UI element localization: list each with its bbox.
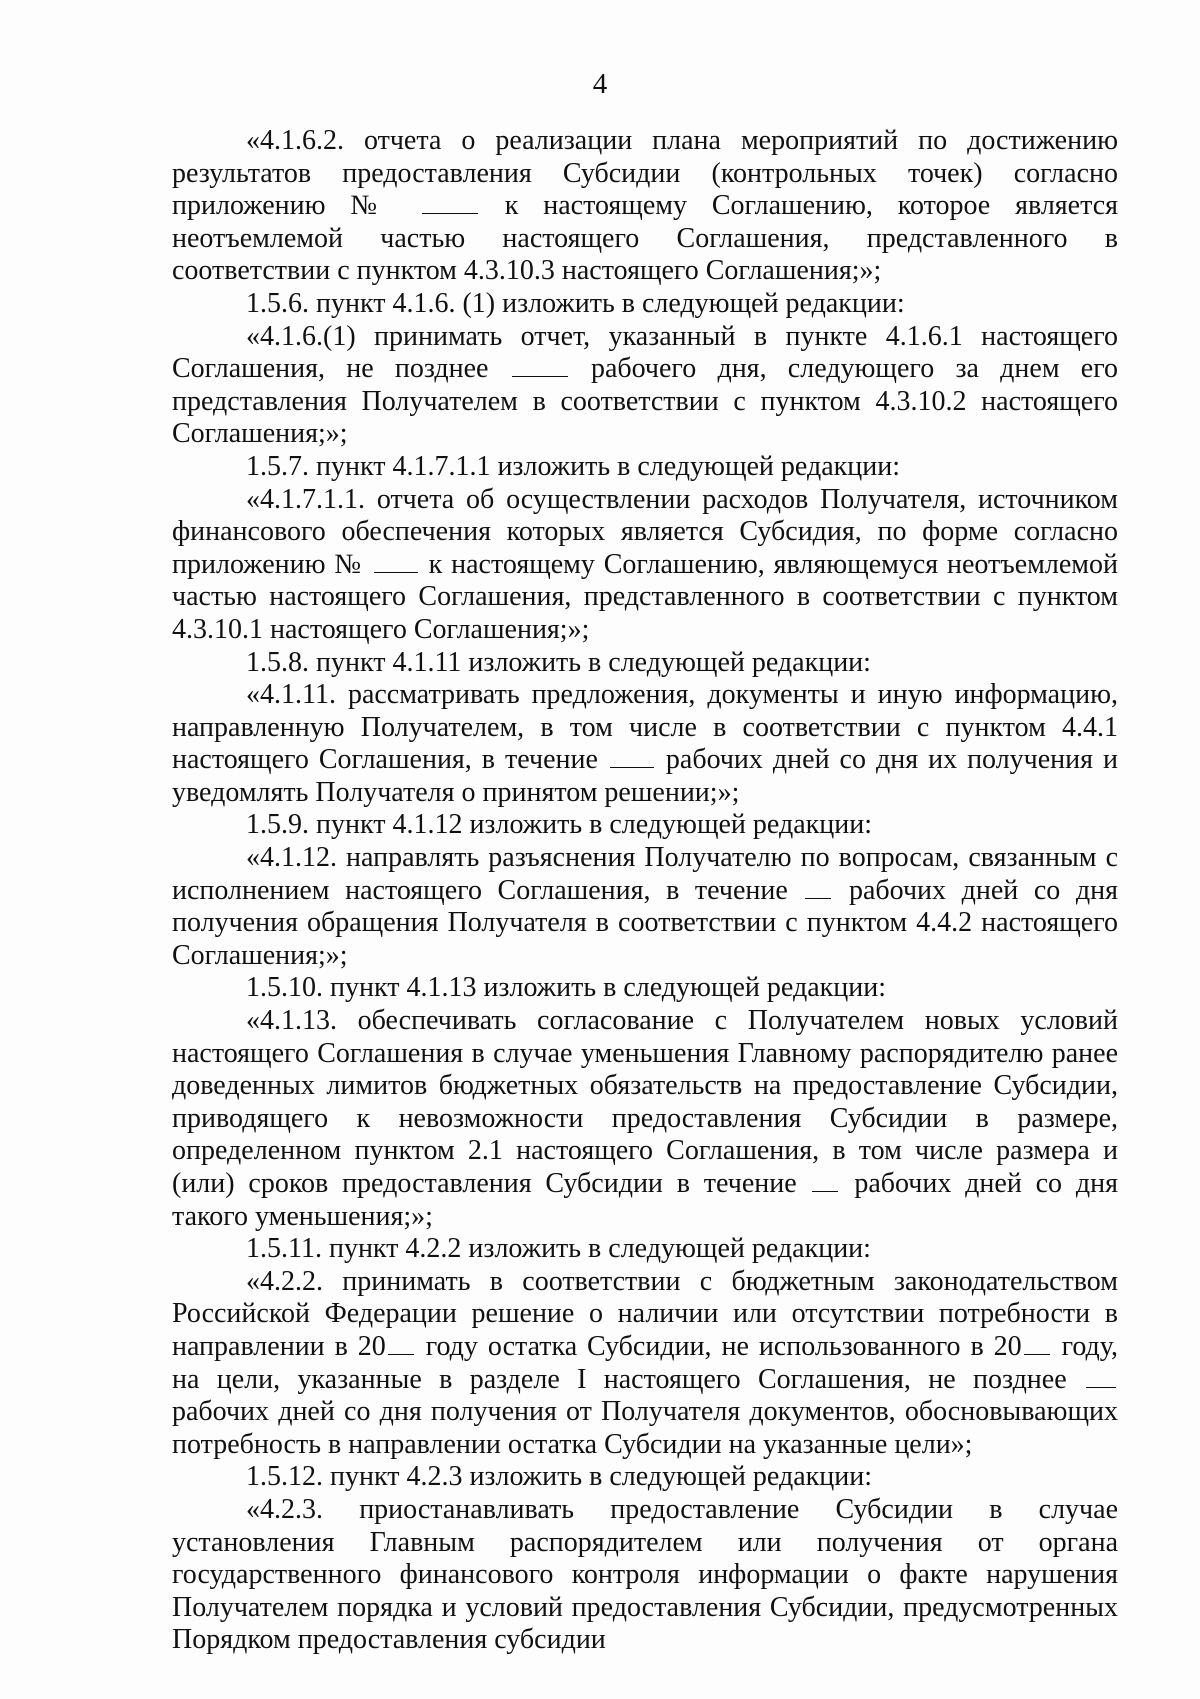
blank-field: [1086, 1365, 1116, 1388]
paragraph-4-2-2: «4.2.2. принимать в соответствии с бюджетным законодательством Российской Федерации решение о наличии или отсутствии потребности в направлении в 20 году остатка Субсидии, не использованного в 20 году, на цели, указанные в разделе I настоящего Соглашения, не позднее рабочих дней со дня получения от Получателя документов, обосновывающих потребность в направлении остатка Субсидии на указанные цели»;: [172, 1265, 1118, 1460]
paragraph-4-1-6-1: «4.1.6.(1) принимать отчет, указанный в пункте 4.1.6.1 настоящего Соглашения, не позднее рабочего дня, следующего за днем его представления Получателем в соответствии с пунктом 4.3.10.2 настоящего Соглашения;»;: [172, 320, 1118, 450]
blank-field: [610, 745, 654, 768]
paragraph-4-2-3: «4.2.3. приостанавливать предоставление Субсидии в случае установления Главным распорядителем или получения от органа государственного финансового контроля информации о факте нарушения Получателем порядка и условий предоставления Субсидии, предусмотренных Порядком предоставления субсидии: [172, 1493, 1118, 1656]
blank-field: [1024, 1332, 1050, 1355]
page-number: 4: [592, 68, 608, 100]
paragraph-4-1-7-1-1: «4.1.7.1.1. отчета об осуществлении расходов Получателя, источником финансового обеспечения которых является Субсидия, по форме согласно приложению № к настоящему Соглашению, являющемуся неотъемлемой частью настоящего Соглашения, представленного в соответствии с пунктом 4.3.10.1 настоящего Соглашения;»;: [172, 483, 1119, 645]
paragraph-1-5-9: 1.5.9. пункт 4.1.12 изложить в следующей редакции:: [246, 809, 872, 841]
document-body: [172, 125, 1118, 1657]
paragraph-4-1-12: «4.1.12. направлять разъяснения Получателю по вопросам, связанным с исполнением настоящего Соглашения, в течение рабочих дней со дня получения обращения Получателя в соответствии с пунктом 4.4.2 настоящего Соглашения;»;: [172, 842, 1118, 971]
paragraph-4-1-13: «4.1.13. обеспечивать согласование с Получателем новых условий настоящего Соглашения в случае уменьшения Главному распорядителю ранее доведенных лимитов бюджетных обязательств на предоставление Субсидии, приводящего к невозможности предоставления Субсидии в размере, определенном пунктом 2.1 настоящего Соглашения, в том числе размера и (или) сроков предоставления Субсидии в течение рабочих дней со дня такого уменьшения;»;: [172, 1005, 1118, 1232]
blank-field: [805, 876, 831, 899]
blank-field: [374, 550, 418, 573]
paragraph-4-1-11: «4.1.11. рассматривать предложения, документы и иную информацию, направленную Получателем, в том числе в соответствии с пунктом 4.4.1 настоящего Соглашения, в течение рабочих дней со дня их получения и уведомлять Получателя о принятом решении;»;: [172, 679, 1119, 808]
paragraph-1-5-12: 1.5.12. пункт 4.2.3 изложить в следующей редакции:: [246, 1461, 872, 1493]
paragraph-1-5-10: 1.5.10. пункт 4.1.13 изложить в следующей редакции:: [246, 972, 886, 1004]
blank-field: [512, 354, 568, 377]
paragraph-1-5-6: 1.5.6. пункт 4.1.6. (1) изложить в следующей редакции:: [246, 287, 905, 319]
paragraph-4-1-6-2: «4.1.6.2. отчета о реализации плана мероприятий по достижению результатов предоставления Субсидии (контрольных точек) согласно приложению № к настоящему Соглашению, которое является неотъемлемой частью настоящего Соглашения, представленного в соответствии с пунктом 4.3.10.3 настоящего Соглашения;»;: [172, 125, 1118, 287]
blank-field: [812, 1169, 838, 1192]
blank-field: [388, 1332, 414, 1355]
paragraph-1-5-11: 1.5.11. пункт 4.2.2 изложить в следующей редакции:: [246, 1233, 871, 1265]
paragraph-1-5-8: 1.5.8. пункт 4.1.11 изложить в следующей редакции:: [246, 646, 871, 678]
paragraph-1-5-7: 1.5.7. пункт 4.1.7.1.1 изложить в следующей редакции:: [246, 450, 900, 482]
blank-field: [422, 191, 478, 214]
